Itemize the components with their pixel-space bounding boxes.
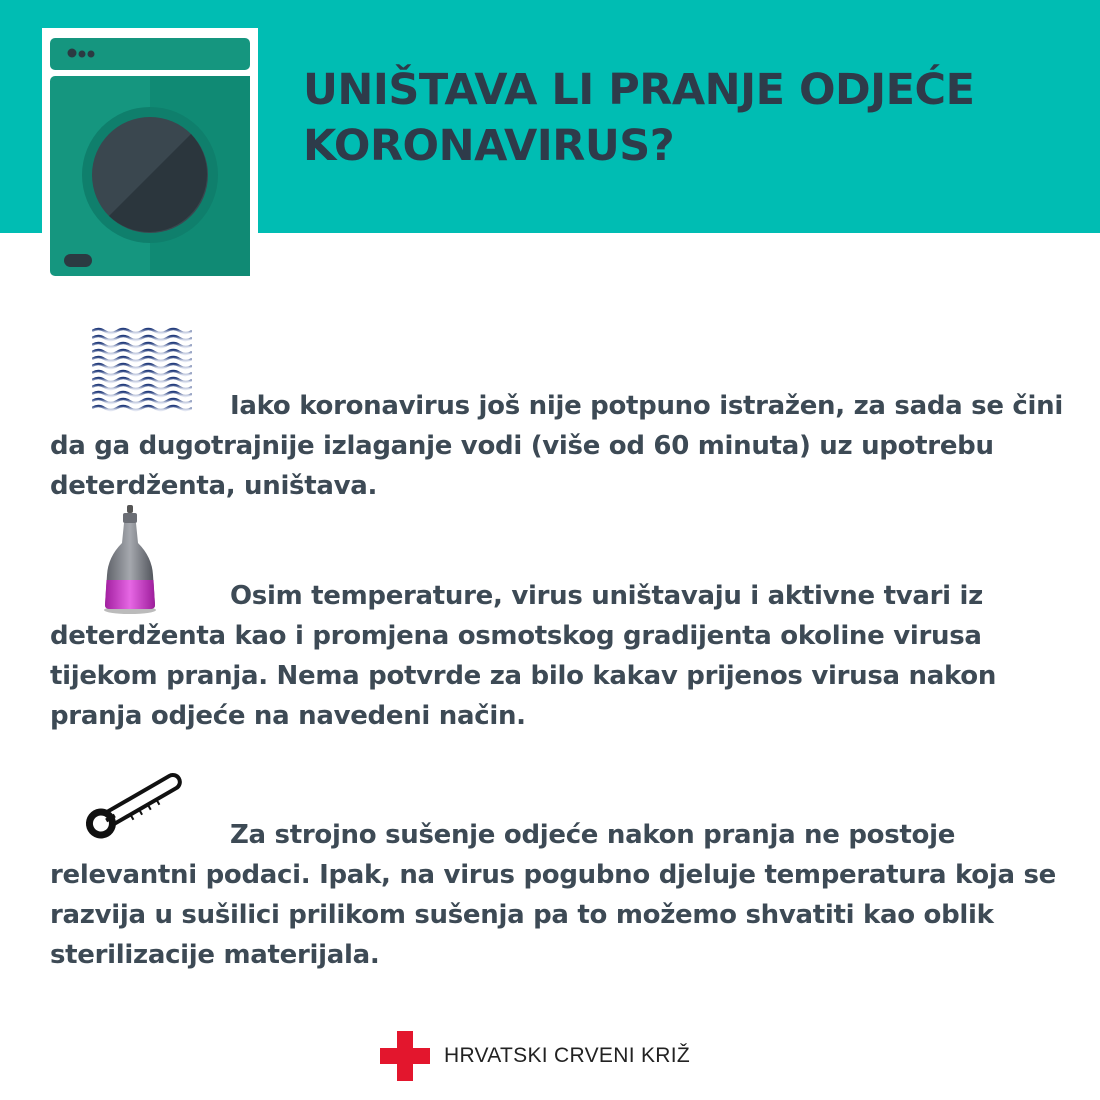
section-3-body: Za strojno sušenje odjeće nakon pranja ne postoje relevantni podaci. Ipak, na virus pogubno djeluje temperatura koja se razvija u sušilici prilikom sušenja pa to možemo shvatiti kao oblik sterilizacije materijala.: [50, 820, 1056, 970]
page-title: [303, 62, 1063, 174]
section-2-text: [50, 576, 1080, 736]
section-1-body: Iako koronavirus još nije potpuno istražen, za sada se čini da ga dugotrajnije izlaganje vodi (više od 60 minuta) uz upotrebu deterdženta, uništava.: [50, 391, 1063, 501]
title-line-1: UNIŠTAVA LI PRANJE ODJEĆE: [303, 65, 975, 115]
section-1-text: [50, 386, 1080, 506]
section-3-text: [50, 815, 1080, 975]
washing-machine-icon: [50, 36, 250, 278]
red-cross-icon: [380, 1031, 430, 1081]
title-line-2: KORONAVIRUS?: [303, 121, 675, 171]
washing-machine-illustration: [42, 28, 258, 286]
organization-name: HRVATSKI CRVENI KRIŽ: [444, 1044, 690, 1067]
footer-logo: [380, 1030, 690, 1082]
section-2-body: Osim temperature, virus uništavaju i aktivne tvari iz deterdženta kao i promjena osmotskog gradijenta okoline virusa tijekom pranja. Nema potvrde za bilo kakav prijenos virusa nakon pranja odjeće na navedeni način.: [50, 581, 997, 731]
